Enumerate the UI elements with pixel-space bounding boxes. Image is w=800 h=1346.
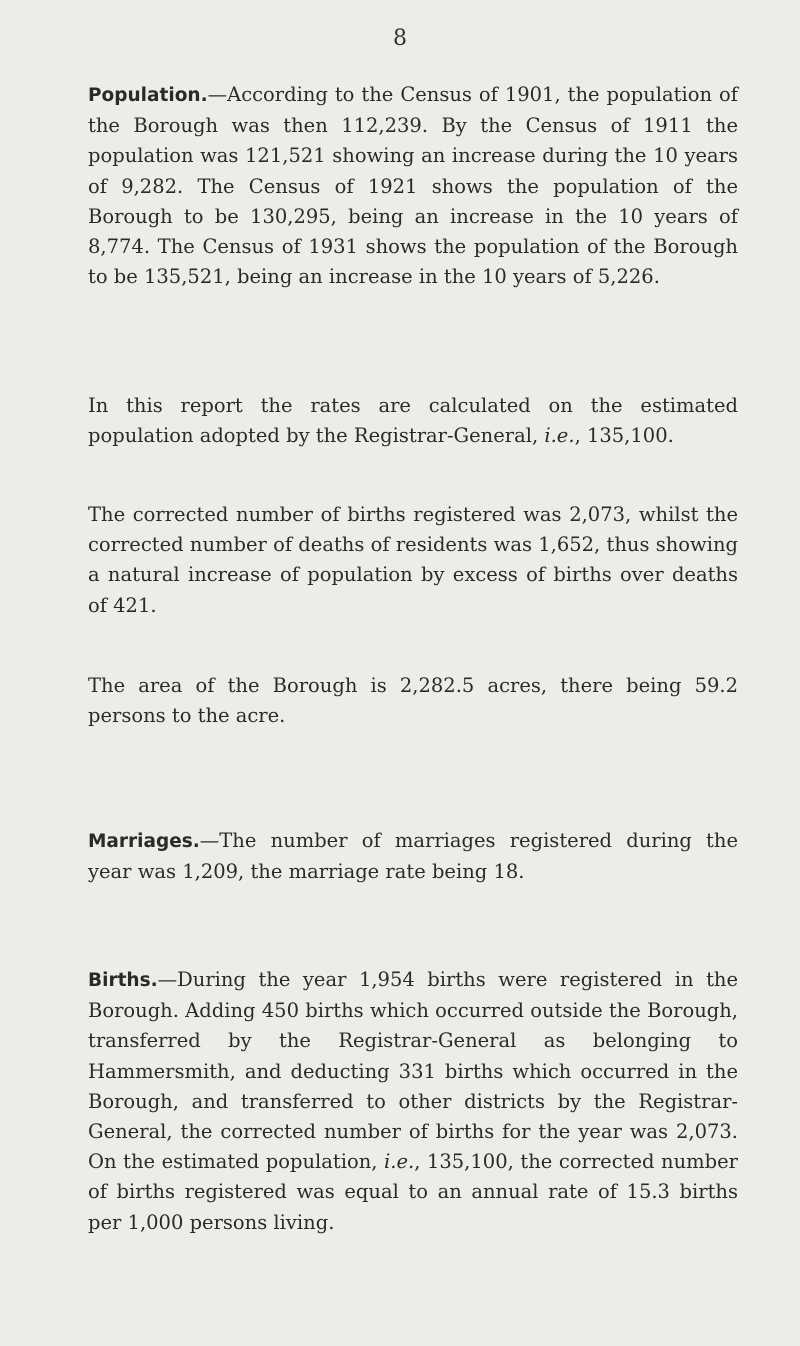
births-heading: Births. — [88, 970, 158, 991]
marriages-text: —The number of marriages registered during the year was 1,209, the marriage rate being 18. — [88, 829, 738, 884]
marriages-paragraph — [88, 826, 738, 887]
births-text: —During the year 1,954 births were registered in the Borough. Adding 450 births which occurred outside the Borough, transferred by the Registrar-General as belonging to Hammersmith, and deducting 331 births which occurred in the Borough, and transferred to other districts by the Registrar-General, the corrected number of births for the year was 2,073. On the estimated population, — [88, 968, 738, 1174]
area-text: The area of the Borough is 2,282.5 acres, there being 59.2 persons to the acre. — [88, 674, 738, 728]
marriages-heading: Marriages. — [88, 831, 200, 852]
births-ie: i.e. — [384, 1150, 415, 1174]
estimated-population-value: , 135,100. — [574, 424, 674, 448]
births-text-continued: , 135,100, the corrected number of births registered was equal to an annual rate of 15.3 births per 1,000 persons living. — [88, 1150, 738, 1234]
estimated-population-ie: i.e. — [544, 424, 575, 448]
population-paragraph — [88, 80, 738, 292]
estimated-population-text: In this report the rates are calculated on the estimated population adopted by the Registrar-General, — [88, 394, 738, 448]
natural-increase-paragraph — [88, 500, 738, 621]
population-text: —According to the Census of 1901, the population of the Borough was then 112,239. By the Census of 1911 the population was 121,521 showing an increase during the 10 years of 9,282. The Census of 1921 shows the population of the Borough to be 130,295, being an increase in the 10 years of 8,774. The Census of 1931 shows the population of the Borough to be 135,521, being an increase in the 10 years of 5,226. — [88, 83, 738, 289]
population-heading: Population. — [88, 85, 208, 106]
area-paragraph — [88, 671, 738, 731]
page-number: 8 — [393, 26, 407, 51]
estimated-population-paragraph — [88, 391, 738, 451]
natural-increase-text: The corrected number of births registered was 2,073, whilst the corrected number of deaths of residents was 1,652, thus showing a natural increase of population by excess of births over deaths of 421. — [88, 503, 738, 617]
births-paragraph — [88, 965, 738, 1238]
